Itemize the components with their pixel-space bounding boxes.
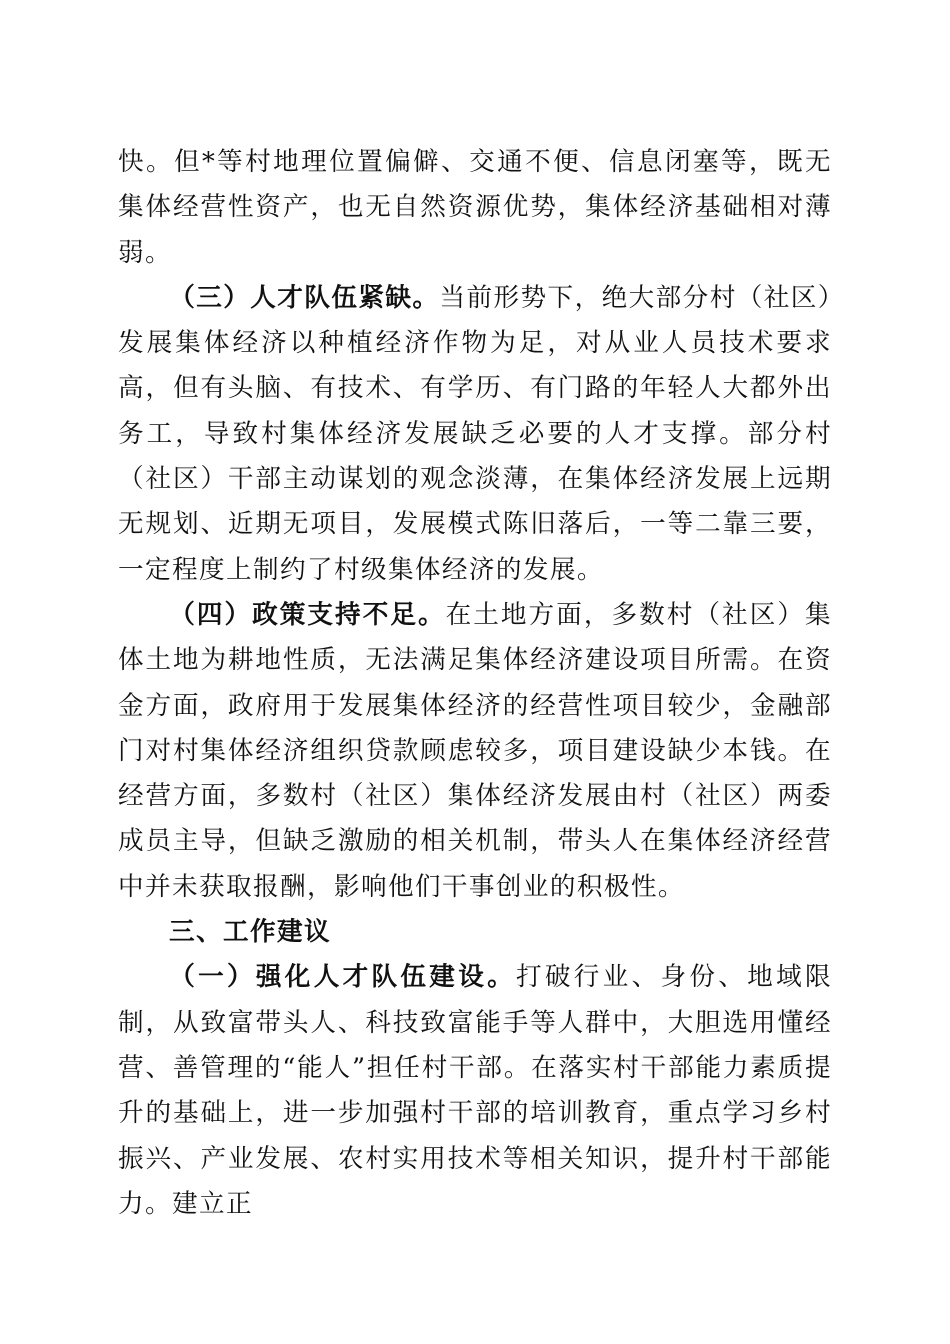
paragraph-lead: （四）政策支持不足。 — [169, 599, 446, 630]
paragraph-lead: （三）人才队伍紧缺。 — [169, 282, 440, 313]
paragraph-text: 当前形势下，绝大部分村（社区）发展集体经济以种植经济作物为足，对从业人员技术要求高，但有头脑、有技术、有学历、有门路的年轻人大都外出务工，导致村集体经济发展缺乏必要的人才支撑。部分村（社区）干部主动谋划的观念淡薄，在集体经济发展上远期无规划、近期无项目，发展模式陈旧落后，一等二靠三要，一定程度上制约了村级集体经济的发展。 — [118, 282, 832, 585]
section-heading: 三、工作建议 — [169, 917, 331, 948]
document-body — [118, 140, 832, 1227]
paragraph-text: 快。但*等村地理位置偏僻、交通不便、信息闭塞等，既无集体经营性资产，也无自然资源优势，集体经济基础相对薄弱。 — [118, 147, 832, 268]
paragraph-talent-shortage — [118, 276, 832, 593]
paragraph-talent-building — [118, 955, 832, 1227]
continued-paragraph — [118, 140, 832, 276]
paragraph-policy-support — [118, 593, 832, 910]
paragraph-lead: （一）强化人才队伍建设。 — [169, 962, 516, 993]
paragraph-text: 打破行业、身份、地域限制，从致富带头人、科技致富能手等人群中，大胆选用懂经营、善管理的“能人”担任村干部。在落实村干部能力素质提升的基础上，进一步加强村干部的培训教育，重点学习乡村振兴、产业发展、农村实用技术等相关知识，提升村干部能力。建立正 — [118, 962, 832, 1219]
paragraph-text: 在土地方面，多数村（社区）集体土地为耕地性质，无法满足集体经济建设项目所需。在资金方面，政府用于发展集体经济的经营性项目较少，金融部门对村集体经济组织贷款顾虑较多，项目建设缺少本钱。在经营方面，多数村（社区）集体经济发展由村（社区）两委成员主导，但缺乏激励的相关机制，带头人在集体经济经营中并未获取报酬，影响他们干事创业的积极性。 — [118, 599, 832, 902]
